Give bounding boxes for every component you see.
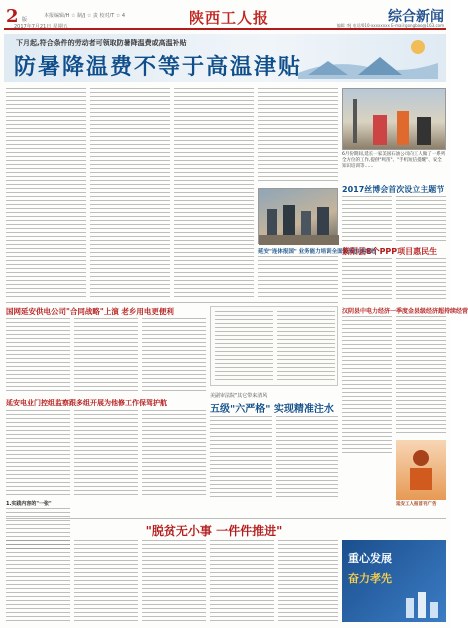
bottom-col-2 [74, 540, 138, 622]
story-one-col-1 [6, 318, 70, 394]
inline-subheading: 1.实践内容的"一张" [6, 501, 52, 507]
lead-body-col-2 [90, 88, 170, 298]
bottom-ad-text-one: 重心发展 [348, 552, 392, 565]
section-title: 综合新闻 [388, 9, 444, 25]
ad-building-icon [402, 588, 442, 618]
story-two-col-2 [74, 410, 138, 498]
lead-headline: 防暑降温费不等于高温津贴 [14, 55, 303, 80]
oil-workers-photo-icon [343, 89, 447, 151]
bottom-divider [6, 518, 446, 519]
lead-body-col-1 [6, 88, 86, 298]
ad-figure-icon [396, 440, 446, 500]
first-half-headline: 汉阴县中电力经济一季度金县级经济超持续经营 [342, 308, 468, 315]
story-two-headline: 延安电业门控组监察跟多组开展为他修工作保驾护航 [6, 399, 167, 407]
center-feature-box [210, 306, 338, 386]
first-half-col-2 [396, 316, 446, 436]
mid-story-col-1 [210, 416, 272, 498]
right-ad-caption: 延安工人报首刊广告 [396, 502, 437, 507]
page-number: 2 [6, 6, 19, 27]
story-one-headline: 国网延安供电公司"合同战略"上演 老乡用电更便利 [6, 307, 174, 316]
ppp-headline: 紫阳县8个PPP项目惠民生 [342, 247, 438, 256]
header-info: 本报编辑/H ☆ 制/J ☆ 责 校对/T ☆ 4 [44, 13, 126, 19]
mid-story-headline: 五级"六严格" 实现精准注水 [210, 404, 334, 415]
center-feature-col-1 [215, 311, 273, 381]
lead-body-col-3 [174, 88, 254, 298]
center-photo-body [258, 256, 338, 298]
bottom-col-3 [142, 540, 206, 622]
page-unit: 版 [22, 17, 28, 23]
silk-expo-headline: 2017丝博会首次设立主题节 [342, 185, 445, 194]
right-ad-graphic [396, 440, 446, 500]
bottom-col-4 [210, 540, 274, 622]
editor-line: 编辑 李J 电话/010-xxxxxxxx E-mail:gongbao@163.com [336, 23, 444, 28]
issue-date: 2017年7月21日 星期五 [14, 24, 68, 30]
ppp-col-2 [396, 258, 446, 302]
bottom-ad [342, 540, 446, 622]
story-one-col-3 [142, 318, 206, 394]
center-photo [258, 188, 338, 244]
page-header [4, 4, 446, 30]
center-photo-title: 延安"连体报国" 业务能力培训全面实施加速推进 [258, 249, 376, 255]
lead-illustration [298, 37, 438, 79]
bottom-col-5 [278, 540, 338, 622]
lead-story-banner [4, 34, 446, 82]
right-photo-caption: 6月份期间,延长一家美国石油公司向工人做了一系列全方位的工作,提供"鸣笛"、"手机短信提醒"、安全知识培训等…… [342, 152, 446, 169]
masthead: 陕西工人报 [189, 9, 270, 27]
silk-expo-col-2 [396, 196, 446, 242]
bottom-headline: "脱贫无小事 一件件推进" [145, 524, 283, 538]
ppp-col-1 [342, 258, 392, 302]
mid-story-kicker: 美副审法院"其它带来清风 [210, 393, 268, 399]
bottom-col-1 [6, 540, 70, 622]
story-two-col-1 [6, 410, 70, 498]
workers-photo-icon [259, 189, 339, 245]
lead-body-col-4 [258, 88, 338, 183]
bottom-ad-text-two: 奋力孝先 [348, 572, 392, 585]
story-one-col-2 [74, 318, 138, 394]
right-top-photo [342, 88, 446, 150]
silk-expo-col-1 [342, 196, 392, 242]
lead-kicker: 下月起,符合条件的劳动者可领取防暑降温费或高温补贴 [16, 39, 187, 47]
mid-story-col-2 [276, 416, 338, 498]
first-half-col-1 [342, 316, 392, 456]
section-divider [6, 302, 338, 303]
story-two-col-3 [142, 410, 206, 498]
center-feature-col-2 [277, 311, 335, 381]
